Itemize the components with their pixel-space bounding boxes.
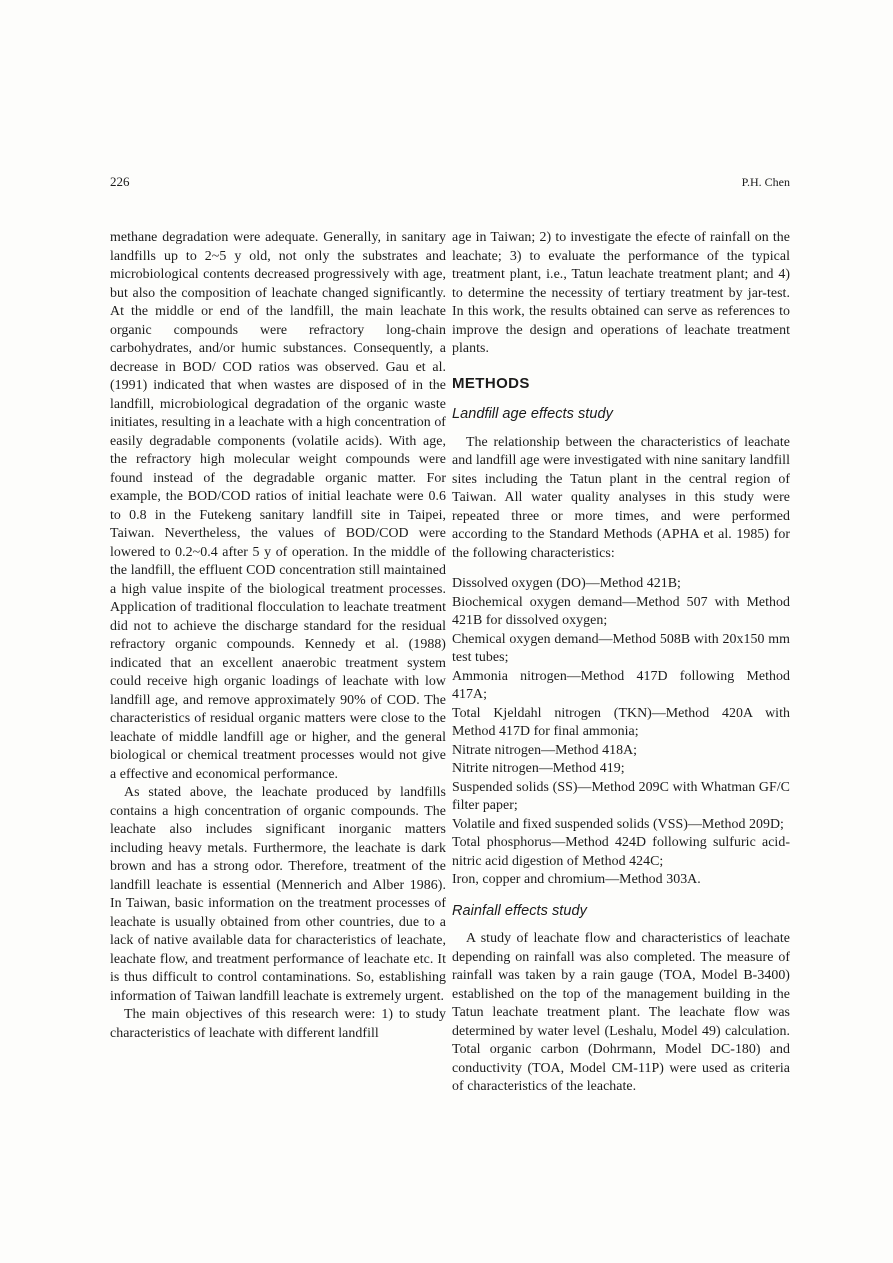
method-item: Suspended solids (SS)—Method 209C with Whatman GF/C filter paper; xyxy=(452,779,790,813)
running-head-author: P.H. Chen xyxy=(741,175,790,189)
subsection-heading-rainfall: Rainfall effects study xyxy=(452,902,587,919)
body-paragraph: As stated above, the leachate produced by landfills contains a high concentration of organic compounds. The leachate also includes significant inorganic matters including heavy metals. Furthermore, the leachate is dark brown and has a strong odor. Therefore, treatment of the landfill leachate is essential (Mennerich and Alber 1986). In Taiwan, basic information on the treatment processes of leachate is usually obtained from other countries, due to a lack of native available data for characteristics of leachate, leachate flow, and treatment performance of leachate etc. It is thus difficult to control contaminations. So, establishing information of Taiwan landfill leachate is extremely urgent. xyxy=(110,785,446,1004)
page-header xyxy=(110,174,790,190)
left-column xyxy=(110,229,446,1043)
method-item: Biochemical oxygen demand—Method 507 with Method 421B for dissolved oxygen; xyxy=(452,594,790,628)
method-item: Total Kjeldahl nitrogen (TKN)—Method 420A with Method 417D for final ammonia; xyxy=(452,705,790,739)
method-list xyxy=(452,575,790,890)
method-item: Dissolved oxygen (DO)—Method 421B; xyxy=(452,576,681,591)
method-item: Chemical oxygen demand—Method 508B with 20x150 mm test tubes; xyxy=(452,631,790,665)
subsection-heading-landfill-age: Landfill age effects study xyxy=(452,406,613,422)
body-paragraph: The main objectives of this research were: 1) to study characteristics of leachate with different landfill xyxy=(110,1007,446,1041)
method-item: Ammonia nitrogen—Method 417D following Method 417A; xyxy=(452,668,790,702)
method-item: Total phosphorus—Method 424D following sulfuric acid-nitric acid digestion of Method 424C; xyxy=(452,835,790,869)
method-item: Iron, copper and chromium—Method 303A. xyxy=(452,872,701,887)
method-item: Nitrate nitrogen—Method 418A; xyxy=(452,742,638,758)
body-paragraph: The relationship between the characteristics of leachate and landfill age were investigated with nine sanitary landfill sites including the Tatun plant in the central region of Taiwan. All water quality analyses in this study were repeated three or more times, and were performed according to the Standard Methods (APHA et al. 1985) for the following characteristics: xyxy=(452,434,790,561)
body-paragraph: age in Taiwan; 2) to investigate the efecte of rainfall on the leachate; 3) to evaluate the performance of the typical treatment plant, i.e., Tatun leachate treatment plant; and 4) to determine the necessity of tertiary treatment by jar-test. In this work, the results obtained can serve as references to improve the design and operations of leachate treatment plants. xyxy=(452,230,790,356)
method-item: Volatile and fixed suspended solids (VSS)—Method 209D; xyxy=(452,816,784,832)
body-paragraph: A study of leachate flow and characteristics of leachate depending on rainfall was also completed. The measure of rainfall was taken by a rain gauge (TOA, Model B-3400) established on the top of the management building in the Tatun leachate treatment plant. The leachate flow was determined by water level (Leshalu, Model 49) calculation. Total organic carbon (Dohrmann, Model DC-180) and conductivity (TOA, Model CM-11P) were used as criteria of characteristics of the leachate. xyxy=(452,931,790,1094)
method-item: Nitrite nitrogen—Method 419; xyxy=(452,761,625,776)
page-number: 226 xyxy=(110,174,130,189)
section-heading-methods: METHODS xyxy=(452,374,530,392)
body-paragraph: methane degradation were adequate. Generally, in sanitary landfills up to 2~5 y old, not only the substrates and microbiological contents decreased progressively with age, but also the composition of leachate changed significantly. At the middle or end of the landfill, the main leachate organic compounds were refractory long-chain carbohydrates, and/or humic substances. Consequently, a decrease in BOD/ COD ratios was observed. Gau et al. (1991) indicated that when wastes are disposed of in the landfill, microbiological degradation of the organic waste initiates, resulting in a leachate with a high concentration of easily degradable components (volatile acids). With age, the refractory high molecular weight compounds were found instead of the degradable organic matter. For example, the BOD/COD ratios of initial leachate were 0.6 to 0.8 in the Futekeng sanitary landfill site in Taipei, Taiwan. Nevertheless, the values of BOD/COD were lowered to 0.2~0.4 after 5 y of operation. In the middle of the landfill, the effluent COD concentration still maintained a high value inspite of the biological treatment processes. Application of traditional flocculation to leachate treatment did not to achieve the discharge standard for the residual refractory organic compounds. Kennedy et al. (1988) indicated that an excellent anaerobic treatment system could receive high organic loadings of leachate with low landfill age, and remove approximately 90% of COD. The characteristics of residual organic matters were close to the leachate of middle landfill age or higher, and the general biological or chemical treatment processes would not give a effective and economical performance. xyxy=(110,230,446,782)
right-column xyxy=(452,229,790,1097)
